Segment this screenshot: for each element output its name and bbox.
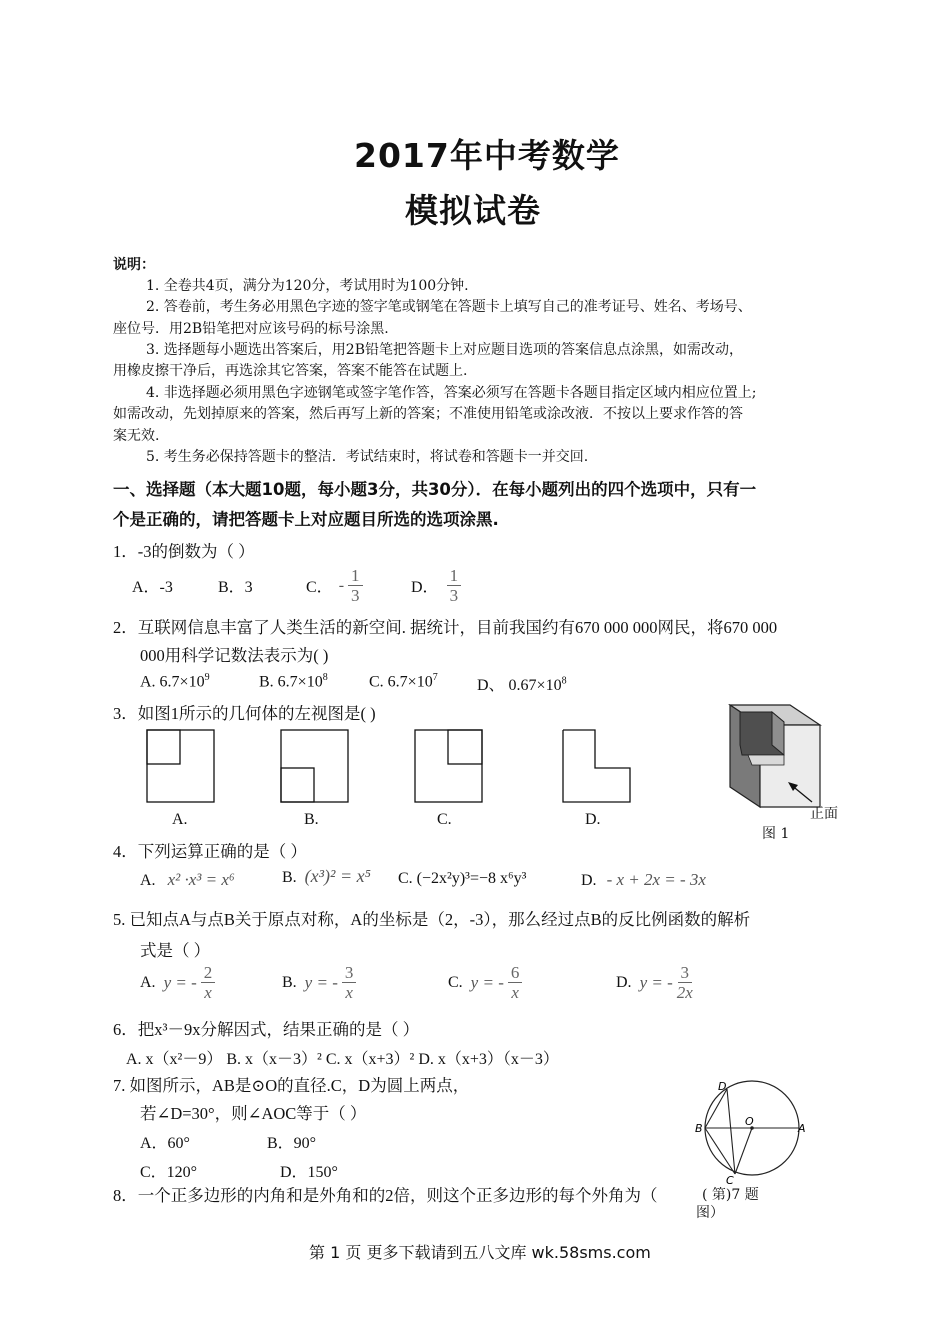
q2-option-a-text: A. 6.7×10 (140, 673, 205, 691)
q2-option-d-text: D、 0.67×10 (477, 677, 562, 694)
q1-option-c (306, 566, 363, 605)
question-2-stem-cont: 000用科学记数法表示为( ) (140, 646, 329, 665)
q3-label-b: B. (304, 811, 319, 828)
q3-label-a: A. (172, 811, 188, 828)
fraction-numerator: 3 (342, 963, 357, 983)
point-d-label: D (718, 1080, 727, 1093)
equation-lhs: y = - (304, 972, 338, 992)
q5-option-c (448, 963, 522, 1002)
fraction (508, 963, 523, 1002)
q5-option-a (140, 963, 215, 1002)
question-3-stem: 3．如图1所示的几何体的左视图是( ) (113, 704, 376, 723)
page-title: 2017年中考数学 (354, 136, 620, 175)
q3-view-d (563, 730, 630, 802)
q3-view-a (147, 730, 214, 802)
page-subtitle: 模拟试卷 (405, 191, 541, 230)
q5-option-d (616, 963, 693, 1002)
q4-option-b (282, 866, 371, 887)
section-heading: 一、选择题（本大题10题，每小题3分，共30分）．在每小题列出的四个选项中，只有一 (113, 480, 757, 499)
question-2-stem: 2．互联网信息丰富了人类生活的新空间. 据统计，目前我国约有670 000 000网民，将670 000 (113, 618, 778, 637)
q5-option-a-label: A. (140, 973, 156, 991)
q4-option-a-label: A. (140, 872, 156, 889)
fraction-numerator: 1 (447, 566, 462, 586)
q2-option-a (140, 672, 210, 691)
fraction (342, 963, 357, 1002)
q2-option-c (369, 672, 438, 691)
figure-1-caption: 图 1 (762, 826, 790, 842)
notes-heading: 说明： (113, 257, 155, 273)
q1-option-a: A．-3 (132, 579, 173, 596)
fraction (447, 566, 462, 605)
point-b-label: B (695, 1122, 703, 1135)
note-line: 如需改动，先划掉原来的答案，然后再写上新的答案；不准使用铅笔或涂改液．不按以上要求作答的答 (113, 406, 743, 422)
q5-option-c-label: C. (448, 973, 463, 991)
q3-label-c: C. (437, 811, 452, 828)
q2-option-c-text: C. 6.7×10 (369, 673, 433, 691)
q7-figure-caption-cont: 图） (696, 1205, 724, 1221)
question-7-stem: 7. 如图所示，AB是⊙O的直径.C，D为圆上两点， (113, 1076, 470, 1095)
fraction-denominator: 3 (351, 586, 360, 605)
q2-option-d (477, 672, 567, 695)
q3-option-views (140, 725, 660, 805)
fraction-denominator: 2x (676, 983, 693, 1002)
q5-option-b (282, 963, 356, 1002)
q7-figure-caption: ( 第)7 题 (702, 1187, 759, 1203)
question-7-stem-cont: 若∠D=30°，则∠AOC等于（ ） (140, 1104, 367, 1123)
front-label: 正面 (810, 806, 838, 822)
q3-view-b (281, 730, 348, 802)
minus-sign: - (338, 576, 345, 594)
q4-option-c: C. (−2x²y)³=−8 x⁶y³ (398, 870, 527, 887)
q4-option-d (581, 870, 706, 890)
fraction (201, 963, 216, 1002)
question-1-stem: 1．-3的倒数为（ ） (113, 542, 255, 561)
fraction-numerator: 6 (508, 963, 523, 983)
q7-option-b: B．90° (267, 1135, 317, 1152)
fraction-numerator: 3 (678, 963, 693, 983)
q7-circle-figure (690, 1078, 810, 1186)
q2-option-b-text: B. 6.7×10 (259, 673, 323, 691)
q4-option-a (140, 870, 235, 890)
equation-lhs: y = - (470, 972, 504, 992)
fraction-numerator: 1 (348, 566, 363, 586)
note-line: 用橡皮擦干净后，再选涂其它答案，答案不能答在试题上. (113, 363, 468, 379)
q1-option-c-label: C． (306, 579, 333, 596)
question-4-stem: 4．下列运算正确的是（ ） (113, 842, 307, 861)
page-footer: 第 1 页 更多下载请到五八文库 wk.58sms.com (309, 1243, 651, 1262)
q3-view-c (415, 730, 482, 802)
note-line: 座位号．用2B铅笔把对应该号码的标号涂黑. (113, 321, 389, 337)
q5-option-b-label: B. (282, 973, 297, 991)
q7-option-d: D．150° (280, 1164, 338, 1181)
fraction (677, 963, 693, 1002)
point-o-label: O (745, 1115, 754, 1128)
q2-option-b (259, 672, 328, 691)
fraction-numerator: 2 (201, 963, 216, 983)
equation-lhs: y = - (639, 972, 673, 992)
q7-option-c: C．120° (140, 1164, 198, 1181)
q4-option-b-expr: (x³)² = x⁵ (304, 866, 371, 886)
q5-option-d-label: D. (616, 973, 632, 991)
note-line: 3. 选择题每小题选出答案后，用2B铅笔把答题卡上对应题目选项的答案信息点涂黑，如需改动， (146, 342, 744, 358)
note-line: 4. 非选择题必须用黑色字迹钢笔或签字笔作答，答案必须写在答题卡各题目指定区域内相应位置上; (146, 385, 757, 401)
q1-option-d-label: D． (411, 579, 439, 596)
point-a-label: A (798, 1122, 806, 1135)
figure-1-solid (720, 700, 850, 820)
q1-option-d (411, 566, 461, 605)
q4-option-d-expr: - x + 2x = - 3x (606, 870, 706, 889)
question-8-stem: 8．一个正多边形的内角和是外角和的2倍，则这个正多边形的每个外角为（ (113, 1186, 658, 1205)
fraction-denominator: 3 (449, 586, 459, 605)
note-line: 案无效. (113, 428, 160, 444)
q4-option-a-expr: x² ·x³ = x⁶ (167, 870, 235, 889)
exponent: 7 (432, 672, 438, 683)
note-line: 1. 全卷共4页，满分为120分，考试用时为100分钟. (146, 278, 469, 294)
fraction (348, 566, 363, 605)
section-heading-cont: 个是正确的，请把答题卡上对应题目所选的选项涂黑. (113, 510, 499, 529)
q7-option-a: A．60° (140, 1135, 190, 1152)
fraction-denominator: x (345, 983, 353, 1002)
q4-option-d-label: D. (581, 872, 597, 889)
exponent: 9 (204, 672, 210, 683)
exponent: 8 (322, 672, 328, 683)
question-5-stem: 5. 已知点A与点B关于原点对称，A的坐标是（2，-3），那么经过点B的反比例函数的解析 (113, 910, 751, 929)
question-5-stem-cont: 式是（ ） (140, 941, 211, 960)
question-6-stem: 6．把x³－9x分解因式，结果正确的是（ ） (113, 1020, 420, 1039)
q1-option-b: B．3 (218, 579, 253, 596)
fraction-denominator: x (511, 983, 519, 1002)
equation-lhs: y = - (163, 972, 197, 992)
fraction-denominator: x (204, 983, 212, 1002)
note-line: 2. 答卷前，考生务必用黑色字迹的签字笔或钢笔在答题卡上填写自己的准考证号、姓名、考场号、 (146, 299, 752, 315)
point-c-label: C (726, 1174, 734, 1186)
q3-label-d: D. (585, 811, 601, 828)
q6-options: A. x（x²－9） B. x（x－3）² C. x（x+3）² D. x（x+3）（x－3） (126, 1051, 559, 1068)
exponent: 8 (561, 675, 567, 687)
q4-option-b-label: B. (282, 869, 297, 886)
note-line: 5. 考生务必保持答题卡的整洁．考试结束时，将试卷和答题卡一并交回. (146, 449, 589, 465)
